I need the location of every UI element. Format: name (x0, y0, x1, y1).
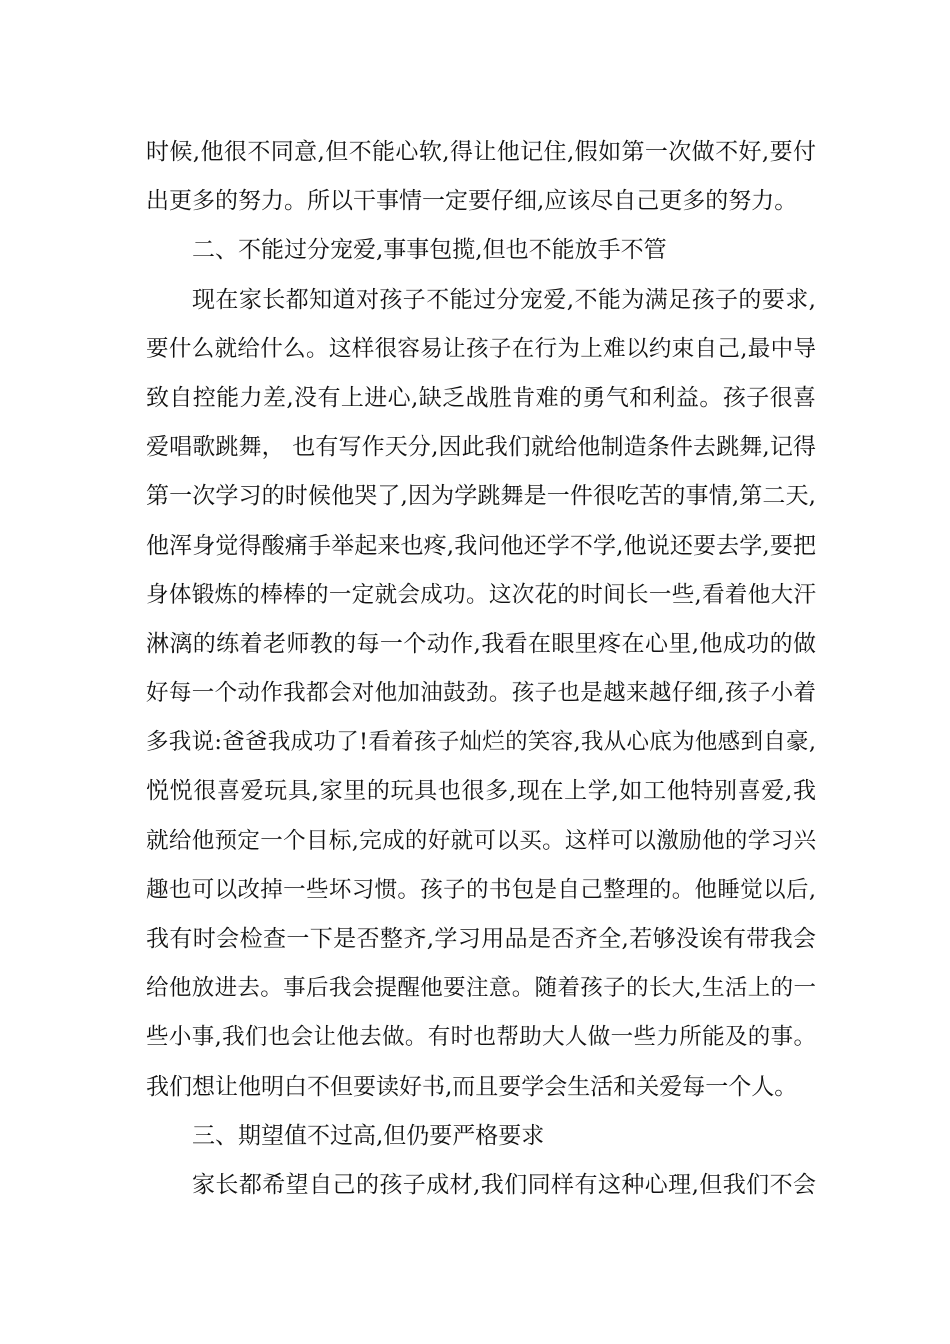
text-line: 趣也可以改掉一些坏习惯。孩子的书包是自己整理的。他睡觉以后, (146, 877, 816, 903)
text-line: 淋漓的练着老师教的每一个动作,我看在眼里疼在心里,他成功的做 (146, 631, 816, 657)
text-line: 我们想让他明白不但要读好书,而且要学会生活和关爱每一个人。 (146, 1074, 798, 1100)
text-line: 家长都希望自己的孩子成材,我们同样有这种心理,但我们不会 (192, 1172, 816, 1198)
text-line: 他浑身觉得酸痛手举起来也疼,我问他还学不学,他说还要去学,要把 (146, 533, 816, 559)
section-heading: 三、期望值不过高,但仍要严格要求 (192, 1123, 545, 1149)
text-line: 我有时会检查一下是否整齐,学习用品是否齐全,若够没诶有带我会 (146, 926, 816, 952)
text-line: 好每一个动作我都会对他加油鼓劲。孩子也是越来越仔细,孩子小着 (146, 680, 816, 706)
text-line: 悦悦很喜爱玩具,家里的玩具也很多,现在上学,如工他特别喜爱,我 (146, 778, 816, 804)
text-line: 出更多的努力。所以干事情一定要仔细,应该尽自己更多的努力。 (146, 188, 798, 214)
text-line: 身体锻炼的棒棒的一定就会成功。这次花的时间长一些,看着他大汗 (146, 582, 816, 608)
text-line: 多我说:爸爸我成功了!看着孩子灿烂的笑容,我从心底为他感到自豪, (146, 729, 816, 755)
text-line: 要什么就给什么。这样很容易让孩子在行为上难以约束自己,最中导 (146, 336, 816, 362)
text-line: 致自控能力差,没有上进心,缺乏战胜肯难的勇气和利益。孩子很喜 (146, 385, 816, 411)
section-heading: 二、不能过分宠爱,事事包揽,但也不能放手不管 (192, 237, 667, 263)
text-line: 些小事,我们也会让他去做。有时也帮助大人做一些力所能及的事。 (146, 1024, 816, 1050)
text-line: 爱唱歌跳舞， 也有写作天分,因此我们就给他制造条件去跳舞,记得 (146, 434, 816, 460)
text-line: 给他放进去。事后我会提醒他要注意。随着孩子的长大,生活上的一 (146, 975, 816, 1001)
text-line: 现在家长都知道对孩子不能过分宠爱,不能为满足孩子的要求, (192, 287, 816, 313)
text-line: 第一次学习的时候他哭了,因为学跳舞是一件很吃苦的事情,第二天, (146, 483, 816, 509)
text-line: 时候,他很不同意,但不能心软,得让他记住,假如第一次做不好,要付 (146, 139, 816, 165)
text-line: 就给他预定一个目标,完成的好就可以买。这样可以激励他的学习兴 (146, 828, 816, 854)
